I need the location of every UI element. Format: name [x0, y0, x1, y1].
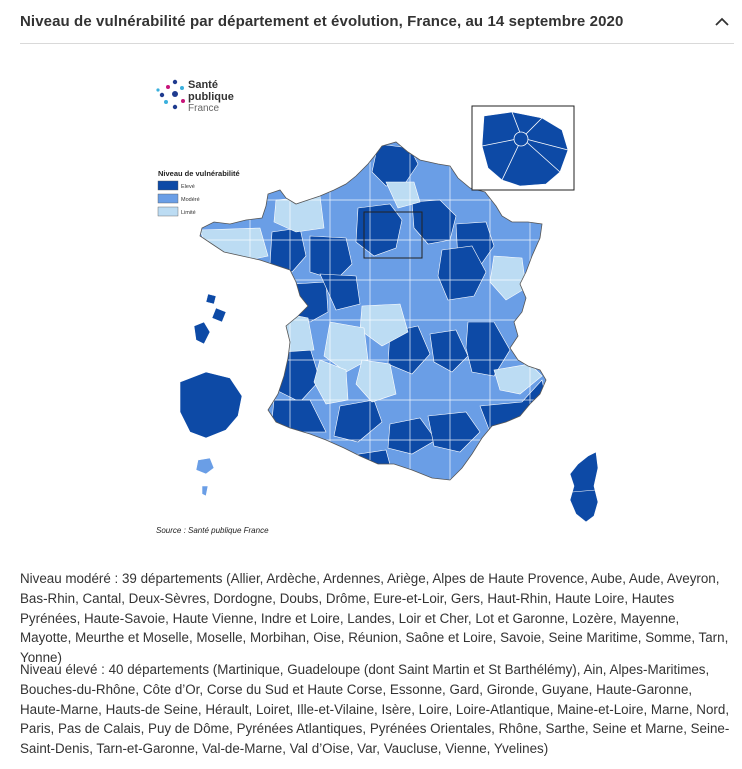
legend-swatch-modere	[158, 194, 178, 203]
chevron-up-icon[interactable]	[710, 10, 734, 34]
corsica-map	[570, 452, 598, 522]
source-caption: Source : Santé publique France	[156, 526, 269, 535]
guyane-shape	[180, 372, 242, 438]
logo-text-line1: Santé	[188, 79, 218, 91]
vulnerability-map	[150, 60, 610, 540]
overseas-territories	[180, 322, 242, 496]
sante-publique-france-logo	[156, 79, 233, 114]
legend-title: Niveau de vulnérabilité	[158, 169, 240, 178]
martinique-shape	[194, 322, 210, 344]
logo-text-line2: publique	[188, 91, 234, 103]
section-header[interactable]	[20, 0, 734, 44]
legend-label-limite: Limité	[181, 210, 196, 216]
legend-label-modere: Modéré	[181, 197, 200, 203]
paragraph-niveau-modere: Niveau modéré : 39 départements (Allier, Ardèche, Ardennes, Ariège, Alpes de Haute Provence, Aube, Aude, Aveyron, Bas-Rhin, Cantal, Deux-Sèvres, Dordogne, Doubs, Drôme, Eure-et-Loir, Gers, Haut-Rhin, Haute Loire, Hautes Pyrénées, Haute-Savoie, Haute Vienne, Indre et Loire, Landes, Loir et Cher, Lot et Garonne, Lozère, Mayenne, Mayotte, Meurthe et Moselle, Moselle, Morbihan, Oise, Réunion, Saône et Loire, Savoie, Seine Maritime, Somme, Tarn, Yonne)	[20, 571, 729, 666]
legend-swatch-eleve	[158, 181, 178, 190]
legend-label-eleve: Elevé	[181, 184, 195, 190]
vulnerability-map-figure	[150, 60, 610, 540]
section-title: Niveau de vulnérabilité par département et évolution, France, au 14 septembre 2020	[20, 13, 624, 30]
map-legend	[158, 169, 240, 216]
legend-swatch-limite	[158, 207, 178, 216]
paragraph-niveau-eleve: Niveau élevé : 40 départements (Martinique, Guadeloupe (dont Saint Martin et St Barthélémy), Ain, Alpes-Maritimes, Bouches-du-Rhône, Côte d’Or, Corse du Sud et Haute Corse, Essonne, Gard, Gironde, Guyane, Haute-Garonne, Haute-Marne, Hauts-de Seine, Hérault, Loiret, Ille-et-Vilaine, Isère, Loire, Loire-Atlantique, Maine-et-Loire, Marne, Nord, Paris, Pas de Calais, Puy de Dôme, Pyrénées Atlantiques, Pyrénées Orientales, Rhône, Sarthe, Seine et Marne, Seine-Saint-Denis, Tarn-et-Garonne, Val-de-Marne, Val d’Oise, Var, Vaucluse, Vienne, Yvelines)	[20, 662, 730, 757]
logo-text-line3: France	[188, 103, 220, 114]
ile-de-france-inset	[472, 106, 574, 190]
island-shapes	[206, 294, 226, 322]
mayotte-shape	[202, 486, 208, 496]
reunion-shape	[196, 458, 214, 474]
